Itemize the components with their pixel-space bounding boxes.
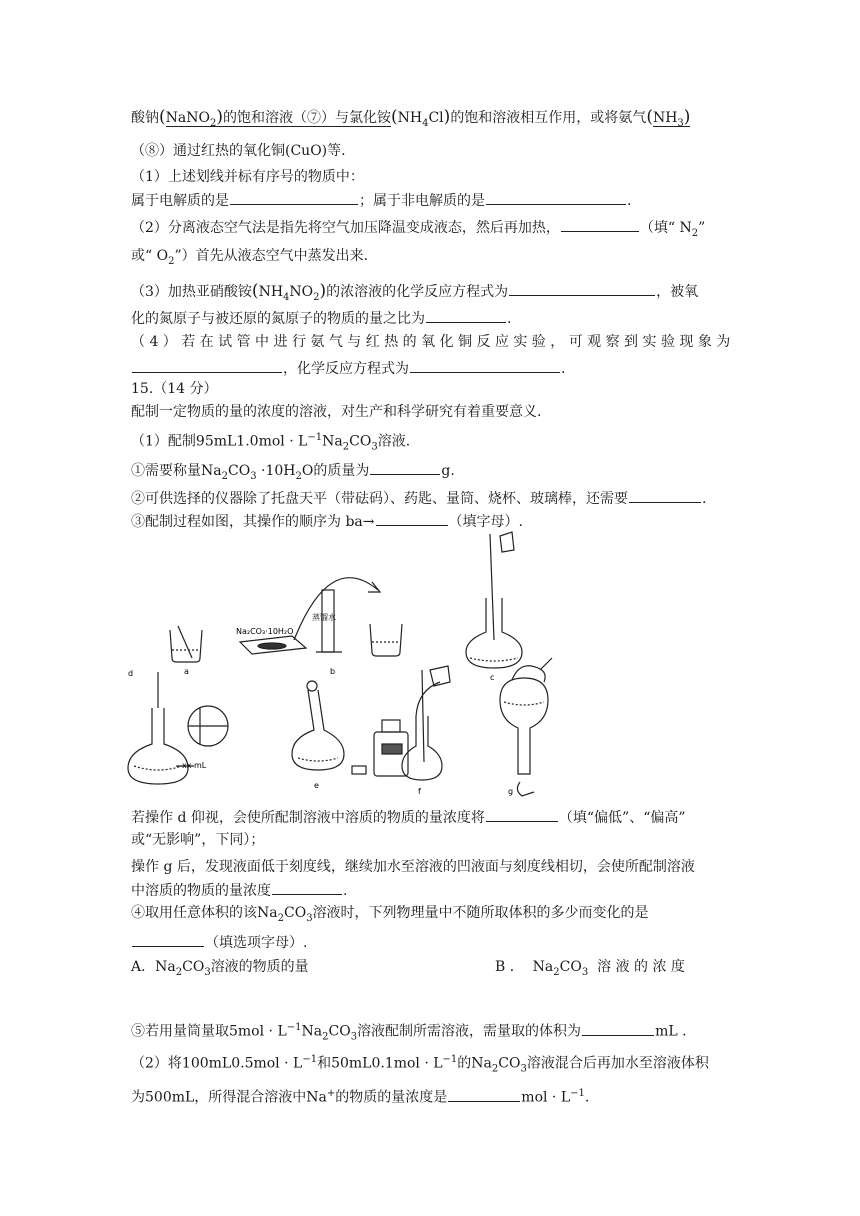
text-underlined: 的饱和溶液（⑦）与氯化铵: [222, 110, 391, 126]
q15-item5: ⑤若用量筒量取$5mol \cdot L^{-1}Na_2CO_3$溶液配制所需溶液，需量取的体积为 mL .: [131, 1017, 731, 1048]
q15-part2-line-1: （2）将$100mL0.5mol \cdot L^{-1}$和$50mL0.1mol \cdot L^{-1}$的$Na_2CO_3$溶液混合后再加水至溶液体积: [131, 1054, 709, 1075]
figure-label-a: a: [184, 667, 189, 676]
beaker-a: [170, 626, 202, 662]
figure-label-g: g: [508, 787, 514, 796]
answer-blank[interactable]: [426, 307, 506, 323]
answer-blank[interactable]: [448, 1086, 520, 1102]
q15-item2: ②可供选择的仪器除了托盘天平（带砝码）、药匙、量筒、烧杯、玻璃棒，还需要 .: [131, 487, 731, 510]
q1-answer-line: 属于电解质的是 ；属于非电解质的是 .: [131, 189, 731, 212]
text: 酸钠: [131, 110, 159, 126]
q15-item4-line-2: （填选项字母）.: [131, 931, 731, 954]
answer-blank[interactable]: [410, 357, 560, 373]
answer-blank[interactable]: [132, 357, 282, 373]
cuo-formula: (CuO): [285, 143, 328, 159]
flask-e: [292, 681, 344, 770]
answer-blank[interactable]: [629, 487, 701, 503]
q15-d-line-1: 若操作 d 仰视，会使所配制溶液中溶质的物质的量浓度将 （填“偏低”、“偏高”: [131, 806, 731, 829]
figure-label-e: e: [314, 781, 319, 790]
q15-heading: 15.（14 分）: [131, 381, 218, 397]
answer-blank[interactable]: [272, 879, 342, 895]
q3-line-1: （3）加热亚硝酸铵$(NH_4NO_2)$的浓溶液的化学反应方程式为 ，被氧: [131, 281, 699, 303]
q4-line-1: （ 4 ） 若 在 试 管 中 进 行 氨 气 与 红 热 的 氧 化 铜 反 应 实 验 ， 可 观 察 到 实 验 现 象 为: [131, 334, 731, 350]
q4-line-2: ，化学反应方程式为 .: [131, 357, 731, 380]
figure-label-b: b: [330, 667, 336, 676]
answer-blank[interactable]: [230, 189, 358, 205]
q15-d-line-2: 或“无影响”，下同）；: [131, 832, 265, 848]
water-label: 蒸馏水: [312, 613, 336, 622]
figure-label-d: d: [128, 669, 134, 678]
flask-d: [128, 672, 228, 784]
answer-blank[interactable]: [376, 510, 448, 526]
para-line-2: [131, 140, 731, 162]
nh4cl-formula: $NH_4Cl$: [397, 110, 444, 129]
q15-part2-line-2: 为500mL，所得混合溶液中Na+的物质的量浓度是 mol · $L^{-1}$.: [131, 1083, 731, 1109]
text: （⑧）通过红热的氧化铜: [131, 143, 285, 159]
answer-blank[interactable]: [486, 189, 626, 205]
answer-blank[interactable]: [509, 280, 655, 296]
mark-label: xx mL: [182, 761, 207, 770]
flask-c: [466, 532, 522, 668]
bottle-flask-f: [352, 666, 450, 780]
option-a[interactable]: A．$Na_2CO_3$溶液的物质的量: [131, 959, 309, 978]
answer-blank[interactable]: [561, 216, 639, 232]
answer-blank[interactable]: [370, 459, 440, 475]
figure-label-f: f: [418, 787, 421, 796]
text: 的饱和溶液相互作用，或将氨气: [450, 110, 647, 126]
flask-g-invert: [500, 658, 552, 796]
q15-g-line-1: 操作 g 后，发现液面低于刻度线，继续加水至溶液的凹液面与刻度线相切，会使所配制溶液: [131, 859, 695, 875]
q3-line-2: 化的氮原子与被还原的氮原子的物质的量之比为 .: [131, 307, 731, 330]
figure-label-c: c: [490, 673, 495, 682]
q15-g-line-2: 中溶质的物质的量浓度 .: [131, 879, 731, 902]
q1-stem: （1）上述划线并标有序号的物质中：: [131, 169, 364, 185]
q2-line-1: （2）分离液态空气法是指先将空气加压降温变成液态，然后再加热， （填“ $N_2$”: [131, 216, 731, 245]
q15-item3: ③配制过程如图，其操作的顺序为 ba→ （填字母）.: [131, 510, 731, 533]
q15-item4: ④取用任意体积的该$Na_2CO_3$溶液时，下列物理量中不随所取体积的多少而变化的是: [131, 905, 649, 924]
salt-label: Na₂CO₃·10H₂O: [236, 627, 294, 636]
nano2-formula: NaNO$_2$): [165, 107, 223, 129]
q15-options-ab: [131, 956, 731, 984]
q2-line-2: 或“ $O_2$”）首先从液态空气中蒸发出来.: [131, 248, 369, 267]
procedure-figure: [0, 530, 860, 810]
q15-part1: （1）配制$95mL1.0mol \cdot L^{-1}Na_2CO_3$溶液.: [131, 432, 411, 453]
q15-intro: 配制一定物质的量的浓度的溶液，对生产和科学研究有着重要意义.: [131, 404, 542, 420]
option-b[interactable]: B ． $Na_2CO_3$ 溶 液 的 浓 度: [495, 959, 685, 978]
text: 等.: [327, 143, 346, 159]
para-line-1: 酸钠(NaNO$_2$)的饱和溶液（⑦）与氯化铵$(NH_4Cl)$的饱和溶液相互作用，或将氨气$(NH_3)$: [131, 107, 691, 129]
answer-blank[interactable]: [486, 806, 558, 822]
nh3-formula: $NH_3$): [652, 107, 691, 129]
answer-blank[interactable]: [582, 1020, 654, 1036]
q15-item1: ①需要称量$Na_2CO_3 \cdot 10H_2O$的质量为 g.: [131, 459, 731, 488]
answer-blank[interactable]: [132, 931, 204, 947]
